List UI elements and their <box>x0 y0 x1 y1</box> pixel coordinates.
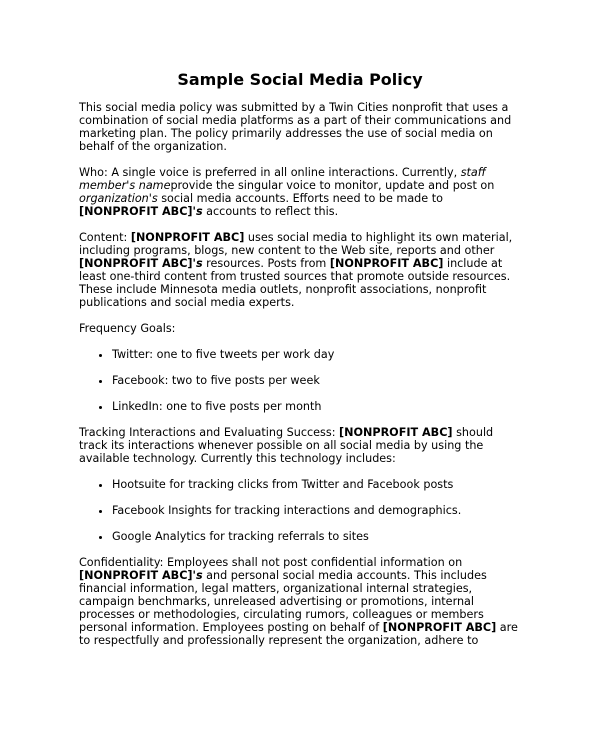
nonprofit-placeholder: [NONPROFIT ABC] <box>130 231 245 244</box>
who-text-1: Who: A single voice is preferred in all online interactions. Currently, <box>79 166 461 179</box>
who-text-3: social media accounts. Efforts need to be made to <box>157 192 443 205</box>
org-accounts-text: organization's <box>79 192 158 205</box>
content-paragraph <box>79 231 519 309</box>
list-item: • LinkedIn: one to five posts per month <box>112 400 519 413</box>
tracking-text-1: Tracking Interactions and Evaluating Success: <box>79 426 340 439</box>
page-title: Sample Social Media Policy <box>177 70 423 89</box>
nonprofit-placeholder: [NONPROFIT ABC] <box>329 257 444 270</box>
list-item: • Twitter: one to five tweets per work day <box>112 348 519 361</box>
tracking-paragraph <box>79 426 519 465</box>
tracking-text-2: should track its interactions whenever possible on all social media by using the available technology. Currently this technology includes: <box>79 426 494 465</box>
possessive-suffix: 's <box>192 205 203 218</box>
confidentiality-text-1: Confidentiality: Employees shall not post confidential information on <box>79 556 463 569</box>
list-item: • Hootsuite for tracking clicks from Twitter and Facebook posts <box>112 478 519 491</box>
list-item: • Facebook: two to five posts per week <box>112 374 519 387</box>
document-body <box>79 101 519 660</box>
content-text-1: Content: <box>79 231 131 244</box>
frequency-heading: Frequency Goals: <box>79 322 176 335</box>
nonprofit-placeholder: [NONPROFIT ABC] <box>79 205 193 218</box>
list-item: • Google Analytics for tracking referrals to sites <box>112 530 519 543</box>
content-text-2: uses social media to highlight its own material, including programs, blogs, new content to the Web site, reports and other <box>79 231 513 257</box>
content-text-3: resources. Posts from <box>202 257 330 270</box>
nonprofit-placeholder: [NONPROFIT ABC] <box>382 621 497 634</box>
intro-paragraph: This social media policy was submitted by a Twin Cities nonprofit that uses a combination of social media platforms as a part of their communications and marketing plan. The policy primarily addresses the use of social media on behalf of the organization. <box>79 101 512 153</box>
nonprofit-placeholder: [NONPROFIT ABC] <box>339 426 453 439</box>
frequency-list <box>79 348 519 413</box>
confidentiality-paragraph <box>79 556 519 647</box>
who-text-2: provide the singular voice to monitor, update and post on <box>170 179 495 192</box>
possessive-suffix: 's <box>192 257 203 270</box>
confidentiality-text-3: are to respectfully and professionally represent the organization, adhere to <box>79 621 518 647</box>
who-text-4: accounts to reflect this. <box>202 205 339 218</box>
list-item: • Facebook Insights for tracking interactions and demographics. <box>112 504 519 517</box>
staff-name-placeholder: staff member's name <box>79 166 486 192</box>
nonprofit-placeholder: [NONPROFIT ABC] <box>79 569 193 582</box>
confidentiality-text-2: and personal social media accounts. This includes financial information, legal matters, organizational internal strategies, campaign benchmarks, unreleased advertising or promotions, internal processes or methodologies, circulating rumors, colleagues or members personal information. Employees posting on behalf of <box>79 569 487 634</box>
who-paragraph <box>79 166 519 218</box>
possessive-suffix: 's <box>192 569 203 582</box>
content-text-4: include at least one-third content from trusted sources that promote outside resources. These include Minnesota media outlets, nonprofit associations, nonprofit publications and social media experts. <box>79 257 511 309</box>
nonprofit-placeholder: [NONPROFIT ABC] <box>79 257 193 270</box>
tracking-list <box>79 478 519 543</box>
